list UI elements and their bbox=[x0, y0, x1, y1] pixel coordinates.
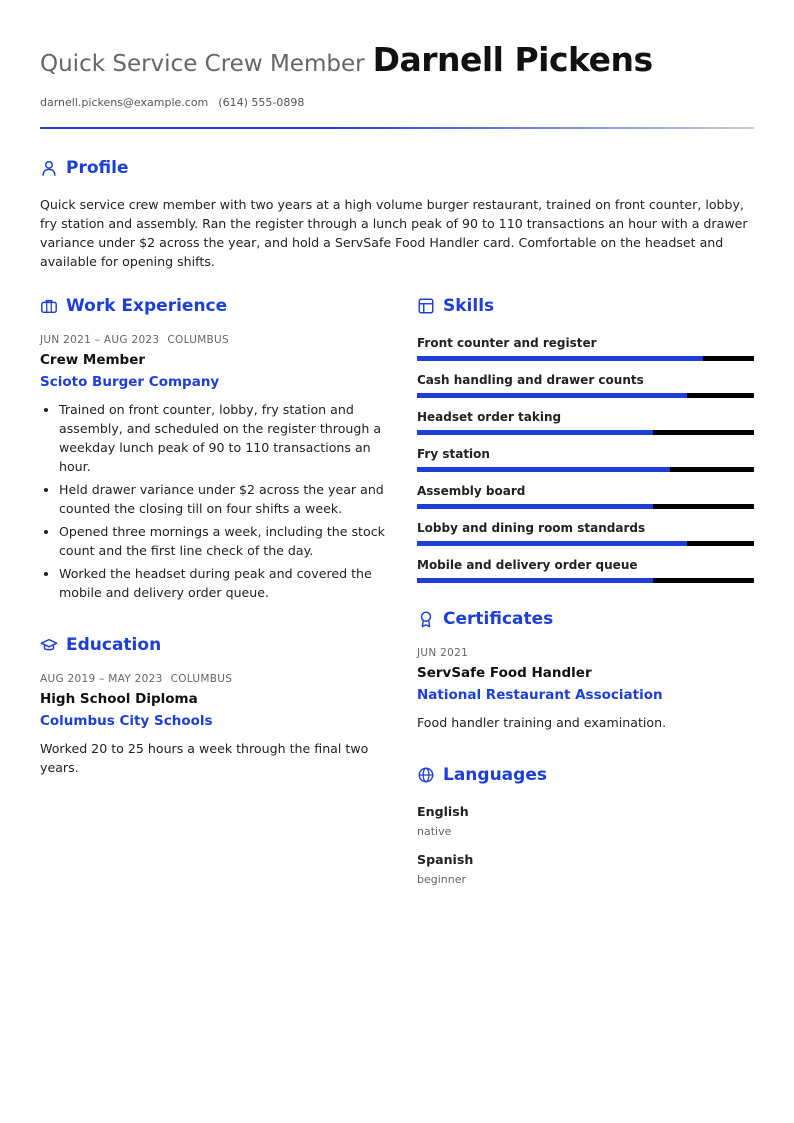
list-item: • Opened three mornings a week, including the stock count and the first line check of the day. bbox=[59, 522, 399, 560]
certificate-name: ServSafe Food Handler bbox=[417, 665, 592, 681]
certificate-issuer: National Restaurant Association bbox=[417, 687, 663, 703]
skill-label: Front counter and register bbox=[417, 336, 597, 350]
title-line bbox=[40, 38, 754, 82]
skill-item bbox=[417, 372, 754, 398]
list-item: • Held drawer variance under $2 across the year and counted the closing till on four shifts a week. bbox=[59, 480, 399, 518]
job-title: Quick Service Crew Member bbox=[40, 51, 365, 77]
skills-title: Skills bbox=[443, 296, 495, 316]
language-level: native bbox=[417, 825, 452, 838]
email: darnell.pickens@example.com bbox=[40, 96, 209, 109]
header-divider bbox=[40, 127, 754, 129]
skill-label: Mobile and delivery order queue bbox=[417, 558, 638, 572]
skill-label: Assembly board bbox=[417, 484, 526, 498]
briefcase-icon bbox=[40, 297, 58, 315]
education-degree: High School Diploma bbox=[40, 691, 198, 707]
skill-item bbox=[417, 483, 754, 509]
skill-item bbox=[417, 557, 754, 583]
skill-item bbox=[417, 409, 754, 435]
work-heading bbox=[40, 296, 227, 316]
certificates-title: Certificates bbox=[443, 609, 554, 629]
candidate-name: Darnell Pickens bbox=[372, 40, 653, 79]
user-icon bbox=[40, 159, 58, 177]
layout-icon bbox=[417, 297, 435, 315]
phone: (614) 555-0898 bbox=[218, 96, 305, 109]
education-title: Education bbox=[66, 635, 162, 655]
language-item bbox=[417, 804, 469, 838]
skill-label: Lobby and dining room standards bbox=[417, 521, 646, 535]
globe-icon bbox=[417, 766, 435, 784]
skill-bar-fill bbox=[417, 578, 653, 583]
skill-label: Fry station bbox=[417, 447, 490, 461]
list-item: • Worked the headset during peak and covered the mobile and delivery order queue. bbox=[59, 564, 399, 602]
education-school: Columbus City Schools bbox=[40, 713, 213, 729]
skill-item bbox=[417, 520, 754, 546]
list-item: • Trained on front counter, lobby, fry station and assembly, and scheduled on the register through a weekday lunch peak of 90 to 110 transactions an hour. bbox=[59, 400, 399, 476]
language-name: Spanish bbox=[417, 852, 474, 867]
skill-bar bbox=[417, 541, 754, 546]
languages-heading bbox=[417, 765, 547, 785]
education-date: AUG 2019 – MAY 2023 bbox=[40, 673, 163, 685]
skill-bar bbox=[417, 578, 754, 583]
skill-item bbox=[417, 446, 754, 472]
skill-bar-fill bbox=[417, 541, 687, 546]
certificates-heading bbox=[417, 609, 553, 629]
language-level: beginner bbox=[417, 873, 467, 886]
profile-text: Quick service crew member with two years at a high volume burger restaurant, trained on front counter, lobby, fry station and assembly. Ran the register through a lunch peak of 90 to 110 transactions an hour with a drawer variance under $2 across the year, and hold a ServSafe Food Handler card. Comfortable on the headset and available for opening shifts. bbox=[40, 197, 748, 269]
languages-title: Languages bbox=[443, 765, 547, 785]
skill-bar-fill bbox=[417, 393, 687, 398]
work-location: COLUMBUS bbox=[167, 334, 230, 346]
education-heading bbox=[40, 635, 161, 655]
skill-bar bbox=[417, 393, 754, 398]
language-item bbox=[417, 852, 473, 886]
work-role: Crew Member bbox=[40, 352, 146, 368]
skill-bar bbox=[417, 430, 754, 435]
certificate-date: JUN 2021 bbox=[417, 647, 469, 659]
work-date: JUN 2021 – AUG 2023 bbox=[40, 334, 160, 346]
skill-item bbox=[417, 335, 754, 361]
skill-bar-fill bbox=[417, 467, 670, 472]
profile-title: Profile bbox=[66, 158, 129, 178]
work-meta bbox=[40, 334, 229, 346]
skill-bar-fill bbox=[417, 356, 703, 361]
profile-heading bbox=[40, 158, 128, 178]
contact-line bbox=[40, 96, 304, 109]
education-meta bbox=[40, 673, 232, 685]
work-company: Scioto Burger Company bbox=[40, 374, 220, 390]
education-location: COLUMBUS bbox=[170, 673, 233, 685]
language-name: English bbox=[417, 804, 469, 819]
skill-label: Cash handling and drawer counts bbox=[417, 373, 644, 387]
graduation-cap-icon bbox=[40, 636, 58, 654]
skill-label: Headset order taking bbox=[417, 410, 562, 424]
work-title: Work Experience bbox=[66, 296, 228, 316]
skill-bar bbox=[417, 467, 754, 472]
work-bullets bbox=[40, 400, 399, 606]
skills-heading bbox=[417, 296, 494, 316]
skill-bar-fill bbox=[417, 504, 653, 509]
skill-bar-fill bbox=[417, 430, 653, 435]
skill-bar bbox=[417, 504, 754, 509]
resume-header bbox=[40, 38, 754, 109]
skill-bar bbox=[417, 356, 754, 361]
education-text: Worked 20 to 25 hours a week through the final two years. bbox=[40, 741, 369, 775]
award-icon bbox=[417, 610, 435, 628]
certificate-text: Food handler training and examination. bbox=[417, 715, 667, 730]
